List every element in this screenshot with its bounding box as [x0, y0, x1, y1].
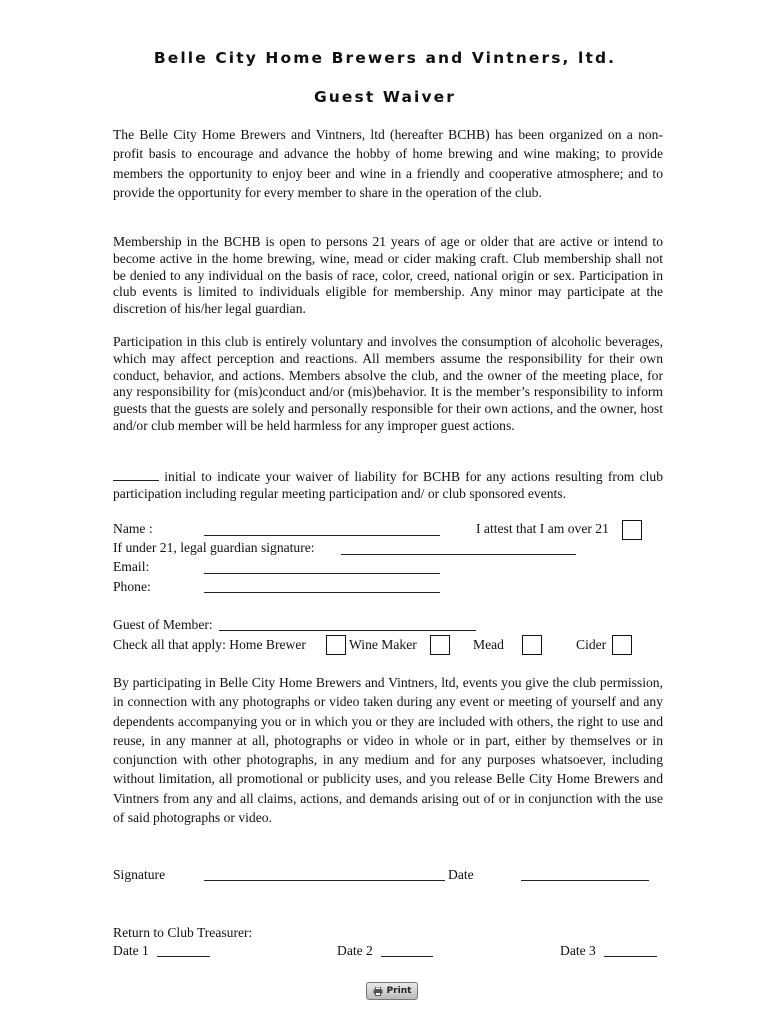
document-subtitle: Guest Waiver — [313, 88, 457, 106]
guardian-signature-field[interactable] — [341, 554, 576, 555]
date-label: Date — [448, 867, 474, 882]
cider-label: Cider — [576, 637, 607, 652]
date-2-label: Date 2 — [337, 943, 373, 958]
home-brewer-checkbox[interactable] — [326, 635, 346, 655]
date-3-label: Date 3 — [560, 943, 596, 958]
guest-of-member-field[interactable] — [219, 630, 476, 631]
date-3-field[interactable] — [604, 956, 657, 957]
check-all-label: Check all that apply: Home Brewer — [113, 637, 306, 652]
name-field[interactable] — [204, 535, 440, 536]
name-label: Name : — [113, 521, 153, 536]
initial-blank[interactable] — [113, 468, 159, 481]
treasurer-heading: Return to Club Treasurer: — [113, 925, 253, 940]
initial-paragraph — [113, 468, 663, 503]
document-title: Belle City Home Brewers and Vintners, ltd. — [153, 49, 617, 67]
date-1-field[interactable] — [157, 956, 210, 957]
phone-label: Phone: — [113, 579, 151, 594]
photo-release-paragraph: By participating in Belle City Home Brewers and Vintners, ltd, events you give the club permission, in connection with any photographs or video taken during any event or meeting of yourself and any dependents accompanying you or in which you or they are included with others, the right to use and reuse, in any manner at all, photographs or video in whole or in part, either by themselves or in conjunction with other photographs, in any medium and for any purposes whatsoever, including without limitation, all promotional or publicity uses, and you release Belle City Home Brewers and Vintners from any and all claims, actions, and demands arising out of or in conjunction with the use of said photographs or video. — [113, 675, 663, 826]
signature-field[interactable] — [204, 880, 445, 881]
mead-label: Mead — [473, 637, 504, 652]
printer-icon — [373, 987, 383, 996]
membership-paragraph: Membership in the BCHB is open to persons 21 years of age or older that are active or intend to become active in the home brewing, wine, mead or cider making craft. Club membership shall not be denied to any individual on the basis of race, color, creed, national origin or sex. Participation in club events is limited to individuals eligible for membership. Any minor may participate at the discretion of his/her legal guardian. — [113, 234, 663, 317]
print-button[interactable] — [366, 982, 418, 1000]
wine-maker-label: Wine Maker — [349, 637, 417, 652]
date-2-field[interactable] — [381, 956, 433, 957]
signature-label: Signature — [113, 867, 166, 882]
cider-checkbox[interactable] — [612, 635, 632, 655]
email-field[interactable] — [204, 573, 440, 574]
guest-of-member-label: Guest of Member: — [113, 617, 213, 632]
email-label: Email: — [113, 559, 150, 574]
participation-paragraph: Participation in this club is entirely voluntary and involves the consumption of alcoholic beverages, which may affect perception and reactions. All members assume the responsibility for their own conduct, behavior, and actions. Members absolve the club, and the owner of the meeting place, for any responsibility for (mis)conduct and/or (mis)behavior. It is the member’s responsibility to inform guests that the guests are solely and personally responsible for their own actions, and the owner, host and/or club member will be held harmless for any improper guest actions. — [113, 334, 663, 433]
mead-checkbox[interactable] — [522, 635, 542, 655]
print-label: Print — [386, 986, 412, 996]
phone-field[interactable] — [204, 592, 440, 593]
attest-checkbox[interactable] — [622, 520, 642, 540]
intro-paragraph: The Belle City Home Brewers and Vintners, ltd (hereafter BCHB) has been organized on a non-profit basis to encourage and advance the hobby of home brewing and wine making; to provide members the opportunity to enjoy beer and wine in a friendly and cooperative atmosphere; and to provide the opportunity for every member to share in the operation of the club. — [113, 127, 663, 200]
date-field[interactable] — [521, 880, 649, 881]
wine-maker-checkbox[interactable] — [430, 635, 450, 655]
attest-label: I attest that I am over 21 — [476, 521, 609, 536]
date-1-label: Date 1 — [113, 943, 149, 958]
initial-text: initial to indicate your waiver of liability for BCHB for any actions resulting from club participation including regular meeting participation and/ or club sponsored events. — [113, 469, 663, 501]
guardian-label: If under 21, legal guardian signature: — [113, 540, 315, 555]
